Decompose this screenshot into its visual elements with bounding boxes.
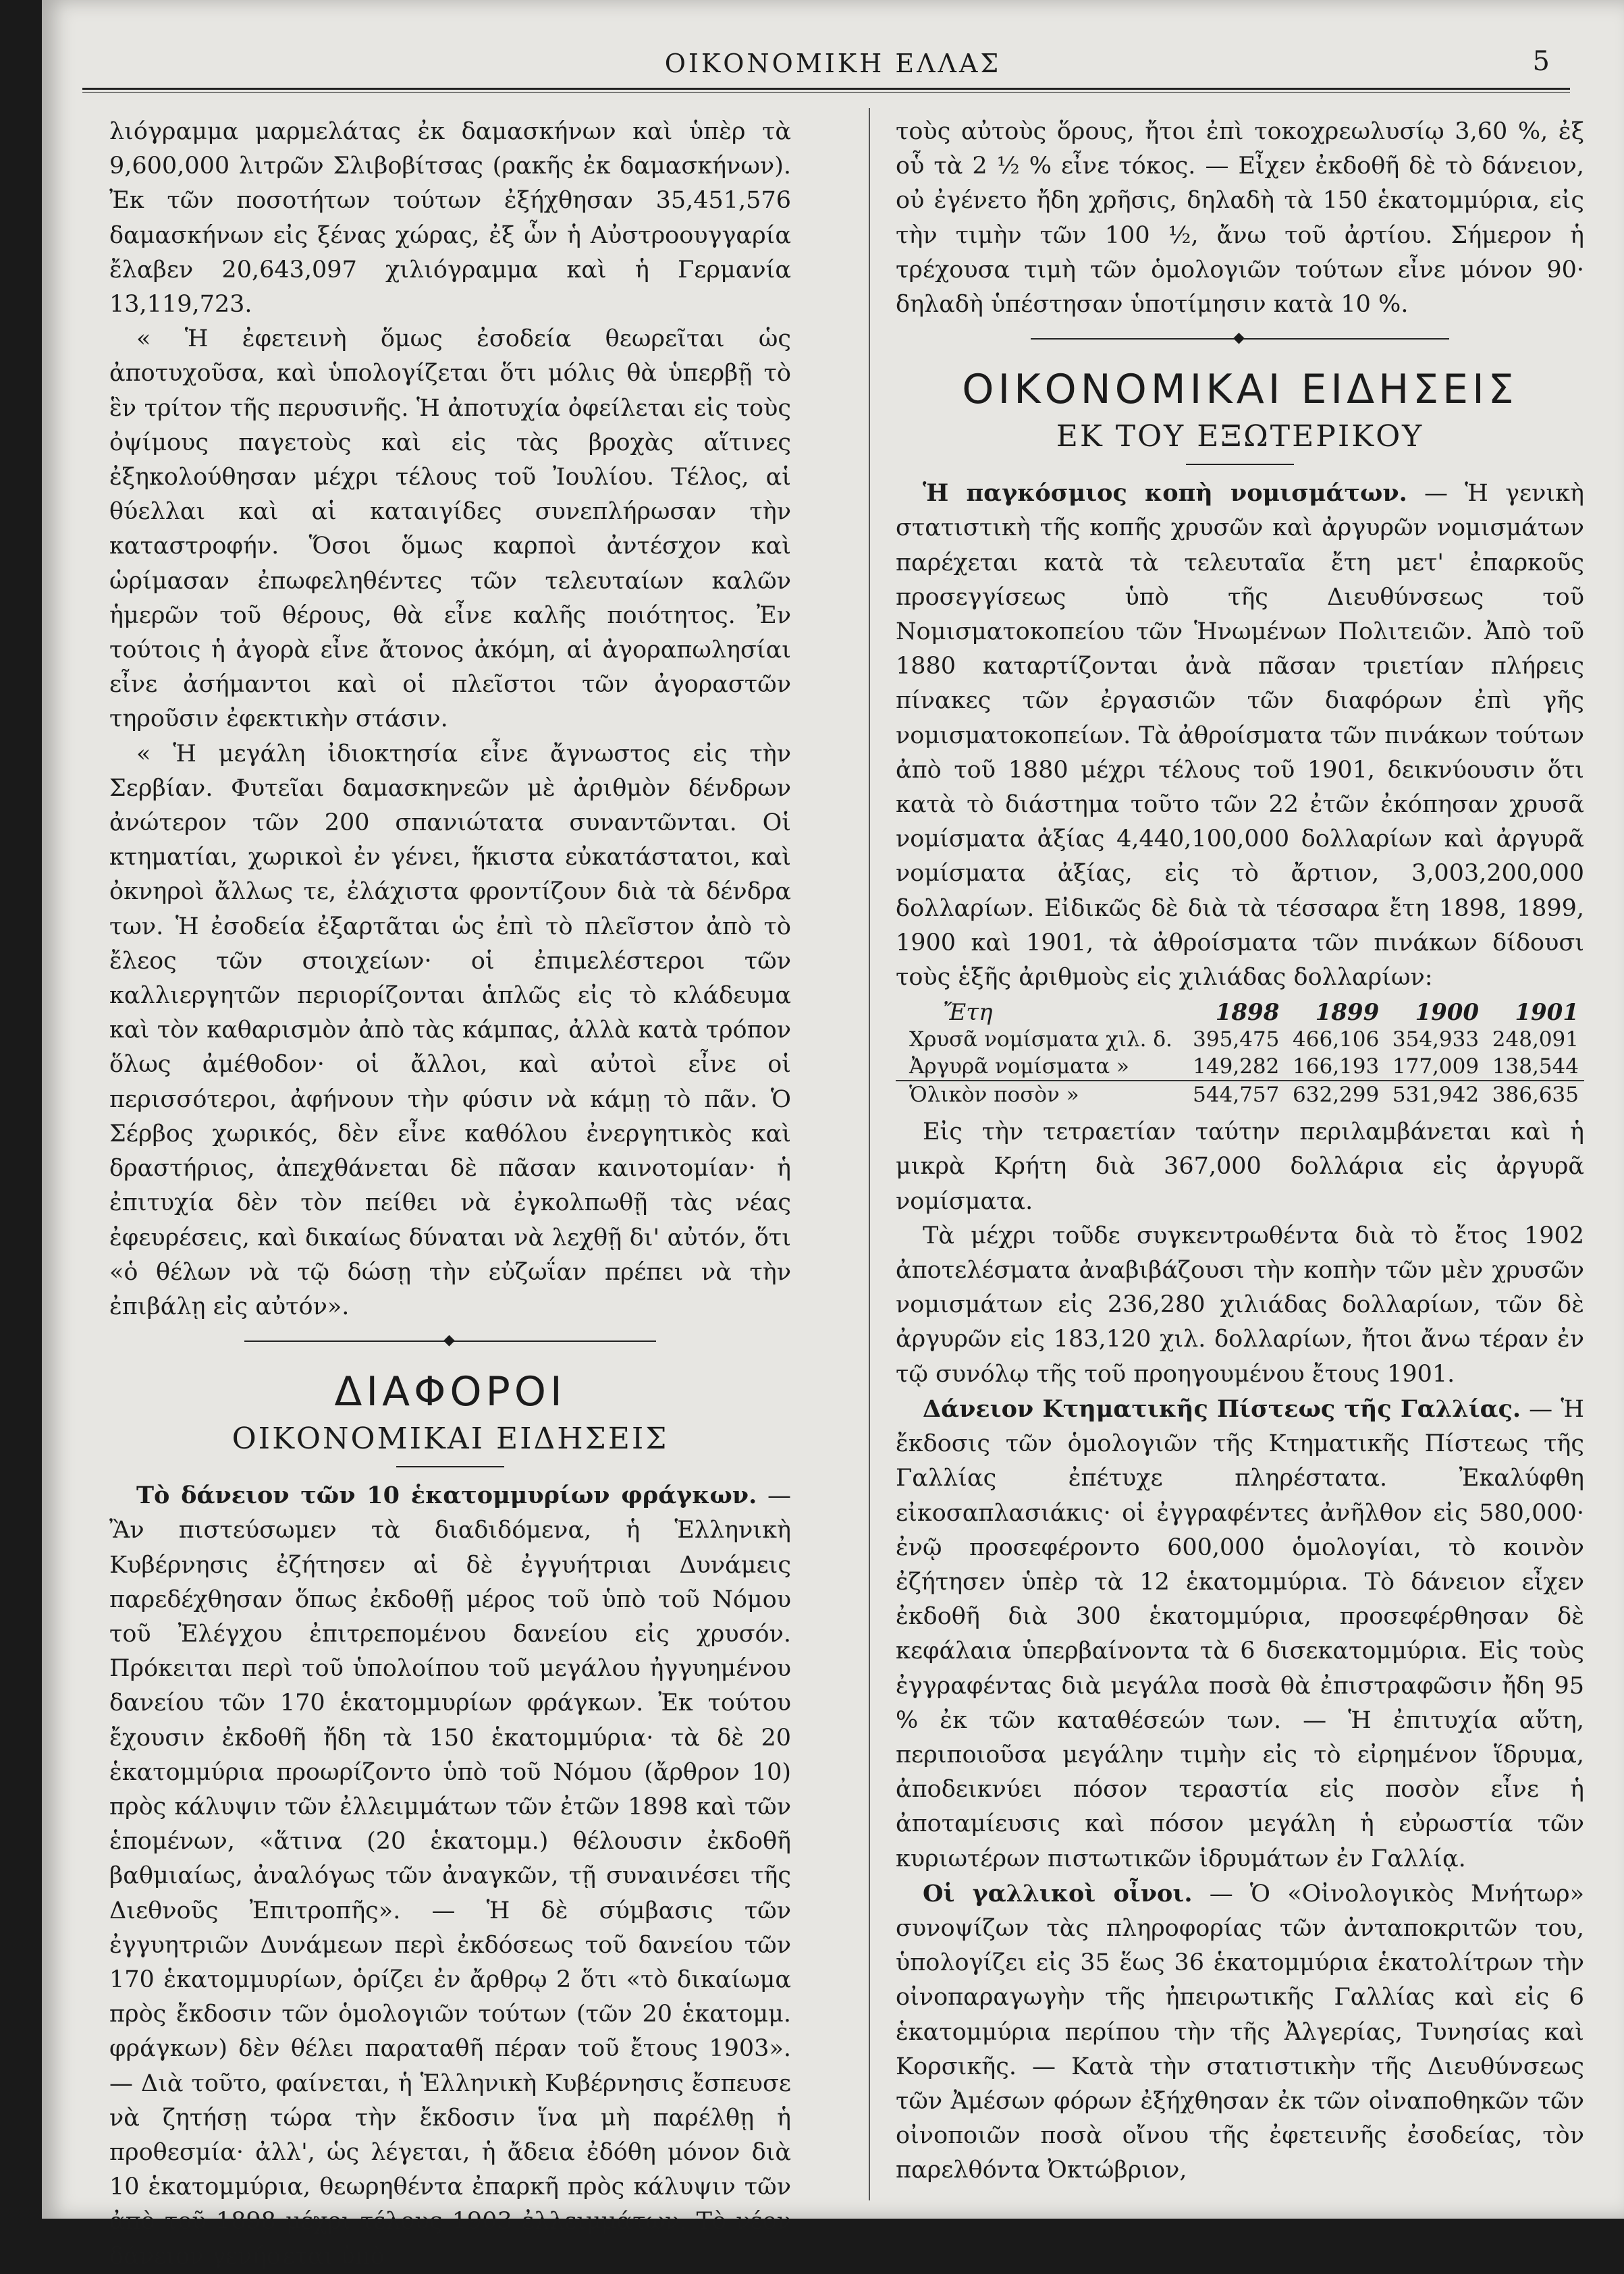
table-row xyxy=(896,1026,1584,1053)
row-label: Ἀργυρᾶ νομίσματα » xyxy=(909,1054,1129,1079)
paragraph: « Ἡ μεγάλη ἰδιοκτησία εἶνε ἄγνωστος εἰς τὴν Σερβίαν. Φυτεῖαι δαμασκηνεῶν μὲ ἀριθμὸν δένδρων ἀνώτερον τῶν 200 σπανιώτατα συναντῶνται. Οἱ κτηματίαι, χωρικοὶ ἐν γένει, ἥκιστα εὐκατάστατοι, καὶ ὀκνηροὶ ἄλλως τε, ἐλάχιστα φροντίζουν διὰ τὰ δένδρα των. Ἡ ἐσοδεία ἐξαρτᾶται ὡς ἐπὶ τὸ πλεῖστον ἀπὸ τὸ ἔλεος τῶν στοιχείων· οἱ ἐπιμελέστεροι τῶν καλλιεργητῶν περιορίζονται ἁπλῶς εἰς τὸ κλάδευμα καὶ τὸν καθαρισμὸν ἀπὸ τὰς κάμπας, ἀλλὰ κατὰ τρόπον ὅλως ἀμέθοδον· οἱ ἄλλοι, καὶ αὐτοὶ εἶνε οἱ περισσότεροι, ἀφήνουν τὴν φύσιν νὰ κάμῃ τὸ πᾶν. Ὁ Σέρβος χωρικός, δὲν εἶνε καθόλου ἐνεργητικὸς καὶ δραστήριος, ἀπεχθάνεται δὲ πᾶσαν καινοτομίαν· ἡ ἐπιτυχία δὲν τὸν πείθει νὰ ἐγκολπωθῇ τὰς νέας ἐφευρέσεις, καὶ δικαίως δύναται νὰ λεχθῇ δι' αὐτόν, ὅτι «ὁ θέλων νὰ τῷ δώσῃ τὴν εὐζωΐαν πρέπει νὰ τὴν ἐπιβάλῃ εἰς αὐτόν». xyxy=(109,740,791,1320)
paragraph: « Ἡ ἐφετεινὴ ὅμως ἐσοδεία θεωρεῖται ὡς ἀποτυχοῦσα, καὶ ὑπολογίζεται ὅτι μόλις θὰ ὑπερβῇ τὸ ἓν τρίτον τῆς περυσινῆς. Ἡ ἀποτυχία ὀφείλεται εἰς τοὺς ὀψίμους παγετοὺς καὶ εἰς τὰς βροχὰς αἵτινες ἐξηκολούθησαν μέχρι τέλους τοῦ Ἰουλίου. Τέλος, αἱ θύελλαι καὶ αἱ καταιγίδες συνεπλήρωσαν τὴν καταστροφήν. Ὅσοι ὅμως καρποὶ ἀντέσχον καὶ ὡρίμασαν ἐπωφεληθέντες τῶν τελευταίων καλῶν ἡμερῶν τοῦ θέρους, θὰ εἶνε καλῆς ποιότητος. Ἐν τούτοις ἡ ἀγορὰ εἶνε ἄτονος ἀκόμη, αἱ ἀγοραπωλησίαι εἶνε ἀσήμαντοι καὶ οἱ πλεῖστοι τῶν ἀγοραστῶν τηροῦσιν ἐφεκτικὴν στάσιν. xyxy=(109,325,791,733)
running-title: ΟΙΚΟΝΟΜΙΚΗ ΕΛΛΑΣ xyxy=(664,49,1002,78)
cell: 177,009 xyxy=(1392,1054,1480,1079)
cell: 544,757 xyxy=(1185,1081,1285,1108)
article-wine xyxy=(896,1876,1584,2188)
row-label: Ὁλικὸν ποσὸν » xyxy=(896,1081,1185,1108)
paragraph: τοὺς αὐτοὺς ὅρους, ἤτοι ἐπὶ τοκοχρεωλυσίῳ 3,60 %, ἐξ οὗ τὰ 2 ½ % εἶνε τόκος. — Εἶχεν ἐκδοθῆ δὲ τὸ δάνειον, οὐ ἐγένετο ἤδη χρῆσις, δηλαδὴ τὰ 150 ἑκατομμύρια, εἰς τὴν τιμὴν τῶν 100 ½, ἄνω τοῦ ἀρτίου. Σήμερον ἡ τρέχουσα τιμὴ τῶν ὁμολογιῶν τούτων εἶνε μόνον 90· δηλαδὴ ὑπέστησαν ὑποτίμησιν κατὰ 10 %. xyxy=(896,118,1584,319)
section-separator: ◆ xyxy=(109,1324,791,1358)
article-credit xyxy=(896,1392,1584,1876)
section-subtitle: ΟΙΚΟΝΟΜΙΚΑΙ ΕΙΔΗΣΕΙΣ xyxy=(232,1422,669,1457)
section-title: ΟΙΚΟΝΟΜΙΚΑΙ ΕΙΔΗΣΕΙΣ xyxy=(962,366,1518,414)
cell: 386,635 xyxy=(1484,1081,1584,1108)
cell: 354,933 xyxy=(1392,1027,1480,1052)
year-header: 1899 xyxy=(1315,999,1380,1027)
page-header xyxy=(42,40,1624,88)
page-number: 5 xyxy=(1532,46,1550,77)
left-column xyxy=(109,115,791,2274)
article-body: — Ἡ ἔκδοσις τῶν ὁμολογιῶν τῆς Κτηματικῆς Πίστεως τῆς Γαλλίας ἐπέτυχε πληρέστατα. Ἐκαλύφθη εἰκοσαπλασιάκις· οἱ ἐγγραφέντες ἀνῆλθον εἰς 580,000· ἐνῷ προσεφέροντο 600,000 ὁμολογίαι, τὸ κοινὸν ἐζήτησεν ὑπὲρ τὰ 12 ἑκατομμύρια. Τὸ δάνειον εἶχεν ἐκδοθῆ διὰ 300 ἑκατομμύρια, προσεφέρθησαν δὲ κεφάλαια ὑπερβαίνοντα τὰ 6 δισεκατομμύρια. Εἰς τοὺς ἐγγραφέντας διὰ μεγάλα ποσὰ θὰ ἐπιστραφῶσιν ἤδη 95 % ἐκ τῶν καταθέσεών των. — Ἡ ἐπιτυχία αὕτη, περιποιοῦσα μεγάλην τιμὴν εἰς τὸ εἰρημένον ἵδρυμα, ἀποδεικνύει πόσον τεραστία εἰς ποσὸν εἶνε ἡ ἀποταμίευσις καὶ πόσον μεγάλη ἡ εὐρωστία τῶν κυριωτέρων πιστωτικῶν ἱδρυμάτων ἐν Γαλλίᾳ. xyxy=(896,1395,1584,1872)
newspaper-page xyxy=(42,0,1624,2270)
article-heading: Οἱ γαλλικοὶ οἶνοι. xyxy=(923,1879,1193,1907)
article-loan xyxy=(109,1478,791,2274)
short-rule xyxy=(1186,464,1294,465)
row-label: Χρυσᾶ νομίσματα χιλ. δ. xyxy=(909,1027,1172,1052)
article-heading: Τὸ δάνειον τῶν 10 ἑκατομμυρίων φράγκων. xyxy=(136,1482,757,1510)
table-total-row xyxy=(896,1081,1584,1108)
short-rule xyxy=(396,1466,504,1467)
cell: 632,299 xyxy=(1284,1081,1384,1108)
right-column xyxy=(896,115,1584,2188)
header-rule-thin xyxy=(82,92,1570,93)
year-header: 1901 xyxy=(1515,999,1579,1027)
cell: 248,091 xyxy=(1492,1027,1579,1052)
article-coins xyxy=(896,476,1584,995)
section-title: ΔΙΑΦΟΡΟΙ xyxy=(334,1368,566,1416)
article-heading: Ἡ παγκόσμιος κοπὴ νομισμάτων. xyxy=(923,479,1407,508)
cell: 395,475 xyxy=(1193,1027,1280,1052)
paragraph: Τὰ μέχρι τοῦδε συγκεντρωθέντα διὰ τὸ ἔτος 1902 ἀποτελέσματα ἀναβιβάζουσι τὴν κοπὴν τῶν μὲν χρυσῶν νομισμάτων εἰς 236,280 χιλιάδας δολλαρίων, τῶν δὲ ἀργυρῶν εἰς 183,120 χιλ. δολλαρίων, ἤτοι ἄνω τέραν ἐν τῷ συνόλῳ τῆς τοῦ προηγουμένου ἔτους 1901. xyxy=(896,1222,1584,1388)
article-body: — Ἂν πιστεύσωμεν τὰ διαδιδόμενα, ἡ Ἑλληνικὴ Κυβέρνησις ἐζήτησεν αἱ δὲ ἐγγυήτριαι Δυνάμεις παρεδέχθησαν ὅπως ἐκδοθῇ μέρος τοῦ ὑπὸ τοῦ Νόμου τοῦ Ἐλέγχου ἐπιτρεπομένου δανείου εἰς χρυσόν. Πρόκειται περὶ τοῦ ὑπολοίπου τοῦ μεγάλου ἠγγυημένου δανείου τῶν 170 ἑκατομμυρίων φράγκων. Ἐκ τούτου ἔχουσιν ἐκδοθῆ ἤδη τὰ 150 ἑκατομμύρια· τὰ δὲ 20 ἑκατομμύρια προωρίζοντο ὑπὸ τοῦ Νόμου (ἄρθρον 10) πρὸς κάλυψιν τῶν ἐλλειμμάτων τῶν ἐτῶν 1898 καὶ τῶν ἑπομένων, «ἅτινα (20 ἑκατομμ.) θέλουσιν ἐκδοθῆ βαθμιαίως, ἀναλόγως τῶν ἀναγκῶν, τῇ συναινέσει τῆς Διεθνοῦς Ἐπιτροπῆς». — Ἡ δὲ σύμβασις τῶν ἐγγυητριῶν Δυνάμεων περὶ ἐκδόσεως τοῦ δανείου τῶν 170 ἑκατομμυρίων, ὁρίζει ἐν ἄρθρῳ 2 ὅτι «τὸ δικαίωμα πρὸς ἔκδοσιν τῶν ὁμολογιῶν τούτων (τῶν 20 ἑκατομμ. φράγκων) δὲν θέλει παραταθῆ πέραν τοῦ ἔτους 1903». — Διὰ τοῦτο, φαίνεται, ἡ Ἑλληνικὴ Κυβέρνησις ἔσπευσε νὰ ζητήσῃ τώρα τὴν ἔκδοσιν ἵνα μὴ παρέλθῃ ἡ προθεσμία· ἀλλ', ὡς λέγεται, ἡ ἄδεια ἐδόθη μόνον διὰ 10 ἑκατομμύρια, θεωρηθέντα ἐπαρκῆ πρὸς κάλυψιν τῶν ἀπὸ τοῦ 1898 μέχρι τέλους 1903 ἐλλειμμάτων. Τὸ νέον δάνειον γενήσεται ὑπὸ xyxy=(109,1482,791,2270)
paragraph: λιόγραμμα μαρμελάτας ἐκ δαμασκήνων καὶ ὑπὲρ τὰ 9,600,000 λιτρῶν Σλιβοβίτσας (ρακῆς ἐκ δαμασκήνων). Ἐκ τῶν ποσοτήτων τούτων ἐξήχθησαν 35,451,576 δαμασκήνων εἰς ξένας χώρας, ἐξ ὧν ἡ Αὐστροουγγαρία ἔλαβεν 20,643,097 χιλιόγραμμα καὶ ἡ Γερμανία 13,119,723. xyxy=(109,118,791,319)
cell: 531,942 xyxy=(1384,1081,1484,1108)
table-header-label: Ἔτη xyxy=(943,999,993,1027)
cell: 149,282 xyxy=(1193,1054,1280,1079)
paragraph: Εἰς τὴν τετραετίαν ταύτην περιλαμβάνεται καὶ ἡ μικρὰ Κρήτη διὰ 367,000 δολλάρια εἰς ἀργυρᾶ νομίσματα. xyxy=(896,1118,1584,1215)
section-subtitle: ΕΚ ΤΟΥ ΕΞΩΤΕΡΙΚΟΥ xyxy=(1056,419,1424,454)
cell: 466,106 xyxy=(1293,1027,1380,1052)
cell: 166,193 xyxy=(1293,1054,1380,1079)
coinage-table xyxy=(896,999,1584,1108)
year-header: 1898 xyxy=(1215,999,1280,1027)
article-heading: Δάνειον Κτηματικῆς Πίστεως τῆς Γαλλίας. xyxy=(923,1395,1521,1423)
article-body: — Ἡ γενικὴ στατιστικὴ τῆς κοπῆς χρυσῶν καὶ ἀργυρῶν νομισμάτων παρέχεται κατὰ τὰ τελευταῖα ἔτη μετ' ἐπαρκοῦς προσεγγίσεως ὑπὸ τῆς Διευθύνσεως τοῦ Νομισματοκοπείου τῶν Ἡνωμένων Πολιτειῶν. Ἀπὸ τοῦ 1880 καταρτίζονται ἀνὰ πᾶσαν τριετίαν πλήρεις πίνακες τῶν ἐργασιῶν τῶν διαφόρων ἐπὶ γῆς νομισματοκοπείων. Τὰ ἀθροίσματα τῶν πινάκων τούτων ἀπὸ τοῦ 1880 μέχρι τέλους τοῦ 1901, δεικνύουσιν ὅτι κατὰ τὸ διάστημα τοῦτο τῶν 22 ἐτῶν ἐκόπησαν χρυσᾶ νομίσματα ἀξίας 4,440,100,000 δολλαρίων καὶ ἀργυρᾶ νομίσματα ἀξίας, εἰς τὸ ἄρτιον, 3,003,200,000 δολλαρίων. Εἰδικῶς δὲ διὰ τὰ τέσσαρα ἔτη 1898, 1899, 1900 καὶ 1901, τὰ ἀθροίσματα τῶν πινάκων δίδουσι τοὺς ἑξῆς ἀριθμοὺς εἰς χιλιάδας δολλαρίων: xyxy=(896,480,1584,992)
year-header: 1900 xyxy=(1415,999,1480,1027)
header-rule xyxy=(82,88,1570,90)
table-row xyxy=(896,1053,1584,1081)
cell: 138,544 xyxy=(1492,1054,1579,1079)
article-body: — Ὁ «Οἰνολογικὸς Μνήτωρ» συνοψίζων τὰς πληροφορίας τῶν ἀνταποκριτῶν του, ὑπολογίζει εἰς 35 ἕως 36 ἑκατομμύρια ἑκατολίτρων τὴν οἰνοπαραγωγὴν τῆς ἠπειρωτικῆς Γαλλίας καὶ εἰς 6 ἑκατομμύρια περίπου τὴν τῆς Ἀλγερίας, Τυνησίας καὶ Κορσικῆς. — Κατὰ τὴν στατιστικὴν τῆς Διευθύνσεως τῶν Ἀμέσων φόρων ἐξήχθησαν ἐκ τῶν οἰναποθηκῶν τῶν οἰνοποιῶν ποσὰ οἴνου τῆς ἐφετεινῆς ἐσοδείας, τὸν παρελθόντα Ὀκτώβριον, xyxy=(896,1880,1584,2184)
table-header-row xyxy=(896,999,1584,1026)
column-divider xyxy=(869,108,870,2200)
section-separator: ◆ xyxy=(896,322,1584,356)
